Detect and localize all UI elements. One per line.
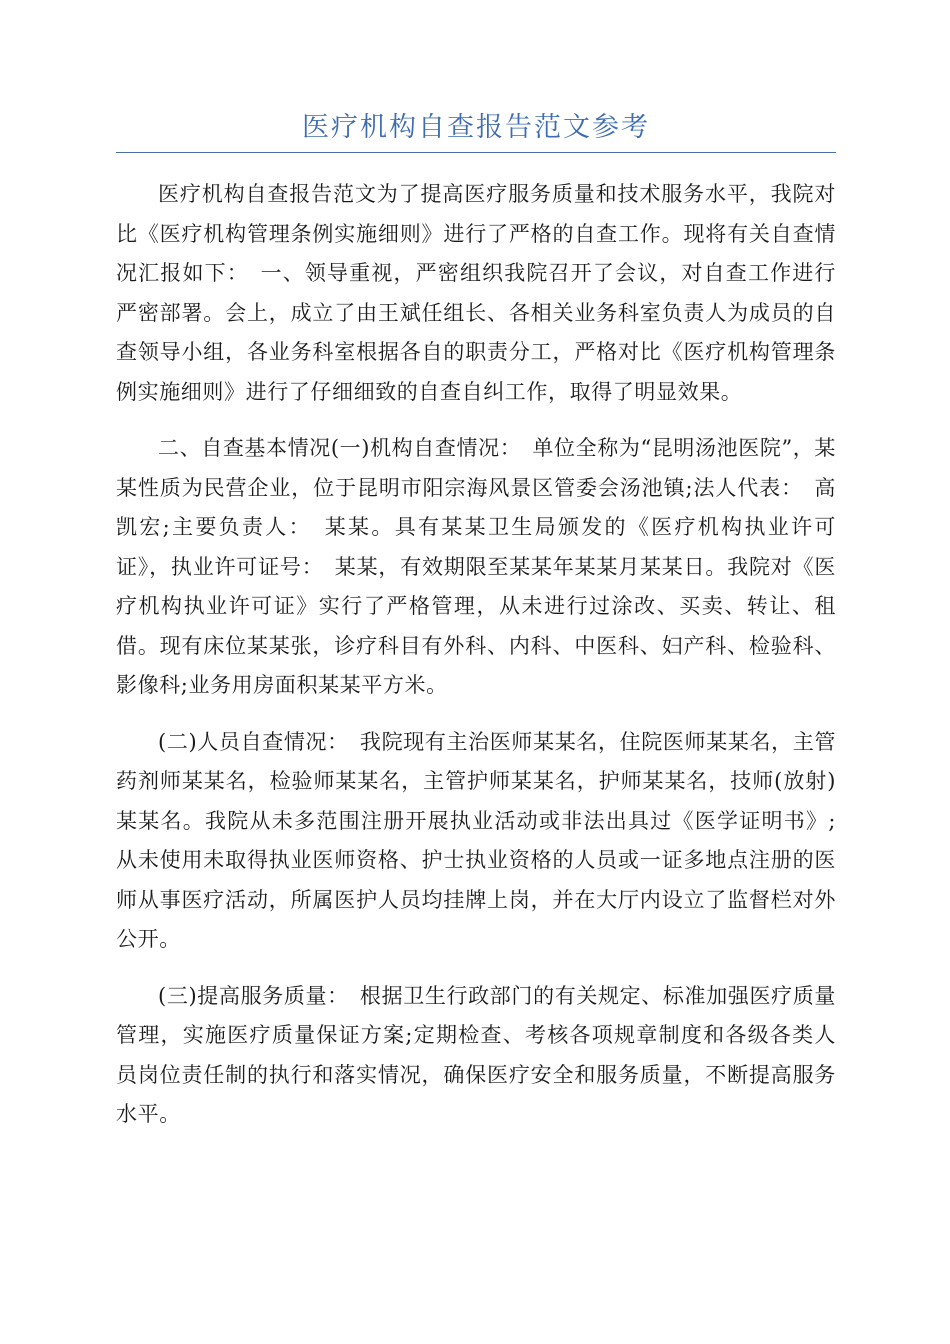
paragraph-personnel: (二)人员自查情况： 我院现有主治医师某某名，住院医师某某名，主管药剂师某某名，检验师某某名，主管护师某某名，护师某某名，技师(放射)某某名。我院从未多范围注册开展执业活动或非法出具过《医学证明书》;从未使用未取得执业医师资格、护士执业资格的人员或一证多地点注册的医师从事医疗活动，所属医护人员均挂牌上岗，并在大厅内设立了监督栏对外公开。 <box>116 729 836 951</box>
document-title: 医疗机构自查报告范文参考 <box>302 112 650 143</box>
paragraph-service-quality: (三)提高服务质量： 根据卫生行政部门的有关规定、标准加强医疗质量管理，实施医疗质量保证方案;定期检查、考核各项规章制度和各级各类人员岗位责任制的执行和落实情况，确保医疗安全和服务质量，不断提高服务水平。 <box>116 983 836 1126</box>
paragraph-basic-situation: 二、自查基本情况(一)机构自查情况： 单位全称为“昆明汤池医院”，某某性质为民营企业，位于昆明市阳宗海风景区管委会汤池镇;法人代表： 高凯宏;主要负责人： 某某。具有某某卫生局颁发的《医疗机构执业许可证》，执业许可证号： 某某，有效期限至某某年某某月某某日。我院对《医疗机构执业许可证》实行了严格管理，从未进行过涂改、买卖、转让、租借。现有床位某某张，诊疗科目有外科、内科、中医科、妇产科、检验科、影像科;业务用房面积某某平方米。 <box>116 436 836 697</box>
document-body <box>116 175 836 1135</box>
title-block <box>116 108 836 153</box>
paragraph-intro: 医疗机构自查报告范文为了提高医疗服务质量和技术服务水平，我院对比《医疗机构管理条例实施细则》进行了严格的自查工作。现将有关自查情况汇报如下： 一、领导重视，严密组织我院召开了会议，对自查工作进行严密部署。会上，成立了由王斌任组长、各相关业务科室负责人为成员的自查领导小组，各业务科室根据各自的职责分工，严格对比《医疗机构管理条例实施细则》进行了仔细细致的自查自纠工作，取得了明显效果。 <box>116 182 836 404</box>
document-page <box>116 108 836 1152</box>
